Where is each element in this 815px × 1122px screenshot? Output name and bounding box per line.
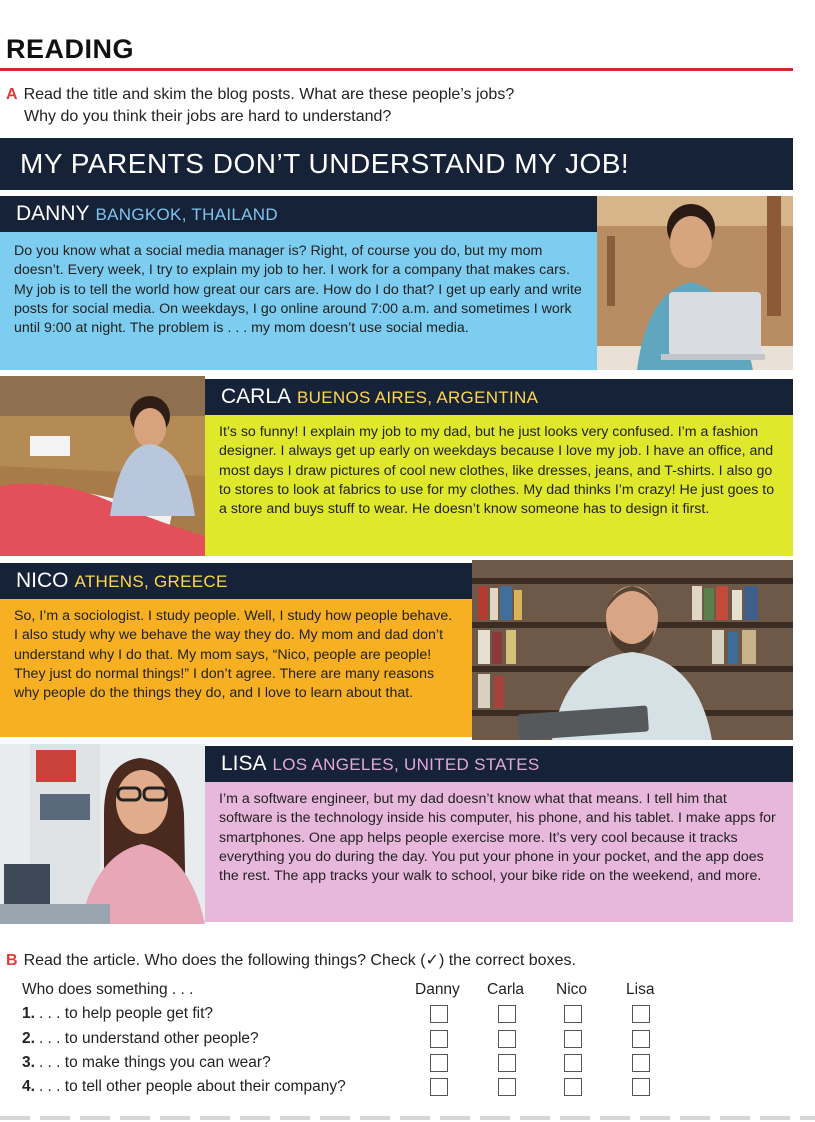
question-row-4	[22, 1078, 346, 1096]
question-text: . . . to make things you can wear?	[38, 1054, 271, 1071]
checkbox-q3-lisa[interactable]	[632, 1054, 650, 1072]
nico-post-text: So, I’m a sociologist. I study people. Well, I study how people behave. I also study why we behave the way they do. My mom and dad don’t understand why I do that. My mom says, “Nico, people are people! They just do normal things!” I don’t agree. There are many reasons why people do the things they do, and I love to learn about that.	[0, 599, 472, 737]
article-banner: MY PARENTS DON’T UNDERSTAND MY JOB!	[0, 138, 793, 190]
question-num: 3.	[22, 1054, 35, 1071]
danny-header	[0, 196, 597, 232]
danny-photo	[597, 196, 793, 370]
question-num: 4.	[22, 1078, 35, 1095]
checkbox-q2-lisa[interactable]	[632, 1030, 650, 1048]
danny-name: DANNY	[16, 202, 90, 225]
lisa-name: LISA	[221, 752, 267, 775]
carla-photo	[0, 376, 205, 556]
column-nico: Nico	[556, 981, 588, 998]
instruction-a-line1: Read the title and skim the blog posts. What are these people’s jobs?	[23, 86, 515, 103]
question-text: . . . to tell other people about their company?	[38, 1078, 346, 1095]
checkbox-q4-nico[interactable]	[564, 1078, 582, 1096]
checkbox-q2-nico[interactable]	[564, 1030, 582, 1048]
instruction-b-text: Read the article. Who does the following things? Check (✓) the correct boxes.	[23, 952, 576, 969]
column-carla: Carla	[487, 981, 525, 998]
checkbox-q3-carla[interactable]	[498, 1054, 516, 1072]
checkbox-q4-danny[interactable]	[430, 1078, 448, 1096]
carla-name: CARLA	[221, 385, 292, 408]
instruction-a-cont: Why do you think their jobs are hard to understand?	[24, 108, 392, 125]
checkbox-q3-nico[interactable]	[564, 1054, 582, 1072]
question-row-1	[22, 1005, 213, 1023]
instruction-b-letter: B	[6, 952, 18, 969]
checkbox-q2-carla[interactable]	[498, 1030, 516, 1048]
page-title: READING	[6, 34, 135, 64]
checkbox-q4-carla[interactable]	[498, 1078, 516, 1096]
instruction-b	[6, 950, 576, 972]
bottom-divider	[0, 1116, 815, 1120]
nico-header	[0, 563, 472, 599]
title-rule	[0, 68, 793, 71]
question-row-2	[22, 1030, 259, 1048]
lisa-photo	[0, 744, 205, 924]
nico-photo	[472, 560, 793, 740]
question-row-3	[22, 1054, 271, 1072]
checkbox-q1-danny[interactable]	[430, 1005, 448, 1023]
danny-place: BANGKOK, THAILAND	[95, 205, 278, 224]
question-text: . . . to help people get fit?	[38, 1005, 214, 1022]
checkbox-q4-lisa[interactable]	[632, 1078, 650, 1096]
instruction-a-letter: A	[6, 86, 18, 103]
column-danny: Danny	[415, 981, 460, 998]
nico-place: ATHENS, GREECE	[74, 572, 228, 591]
question-num: 1.	[22, 1005, 35, 1022]
carla-post-text: It’s so funny! I explain my job to my dad, but he just looks very confused. I’m a fashion designer. I always get up early on weekdays because I love my job. I have an office, and most days I draw pictures of cool new clothes, like dresses, jeans, and T-shirts. I also go to stores to look at fabrics to use for my clothes. My dad thinks I’m crazy! He just goes to a store and buys stuff to wear. He doesn’t know someone has to design it first.	[205, 415, 793, 556]
question-num: 2.	[22, 1030, 35, 1047]
instruction-a	[6, 84, 514, 106]
carla-place: BUENOS AIRES, ARGENTINA	[297, 388, 539, 407]
lisa-header	[205, 746, 793, 782]
lisa-post-text: I’m a software engineer, but my dad doesn’t know what that means. I tell him that software is the technology inside his computer, his phone, and his tablet. I make apps for smartphones. One app helps people exercise more. It’s very cool because it tracks everything you do during the day. You put your phone in your pocket, and the app does the rest. The app tracks your walk to school, your bike ride on the weekend, and more.	[205, 782, 793, 922]
question-text: . . . to understand other people?	[38, 1030, 259, 1047]
checkbox-q1-nico[interactable]	[564, 1005, 582, 1023]
question-header: Who does something . . .	[22, 981, 194, 998]
checkbox-q1-lisa[interactable]	[632, 1005, 650, 1023]
danny-post-text: Do you know what a social media manager is? Right, of course you do, but my mom doesn’t. Every week, I try to explain my job to her. I work for a company that makes cars. My job is to tell the world how great our cars are. How do I do that? I get up early and write posts for social media. On weekdays, I go online around 7:00 a.m. and sometimes I work until 9:00 at night. The problem is . . . my mom doesn’t use social media.	[0, 232, 597, 370]
lisa-place: LOS ANGELES, UNITED STATES	[272, 755, 540, 774]
checkbox-q2-danny[interactable]	[430, 1030, 448, 1048]
carla-header	[205, 379, 793, 415]
checkbox-q3-danny[interactable]	[430, 1054, 448, 1072]
column-lisa: Lisa	[626, 981, 655, 998]
nico-name: NICO	[16, 569, 69, 592]
checkbox-q1-carla[interactable]	[498, 1005, 516, 1023]
